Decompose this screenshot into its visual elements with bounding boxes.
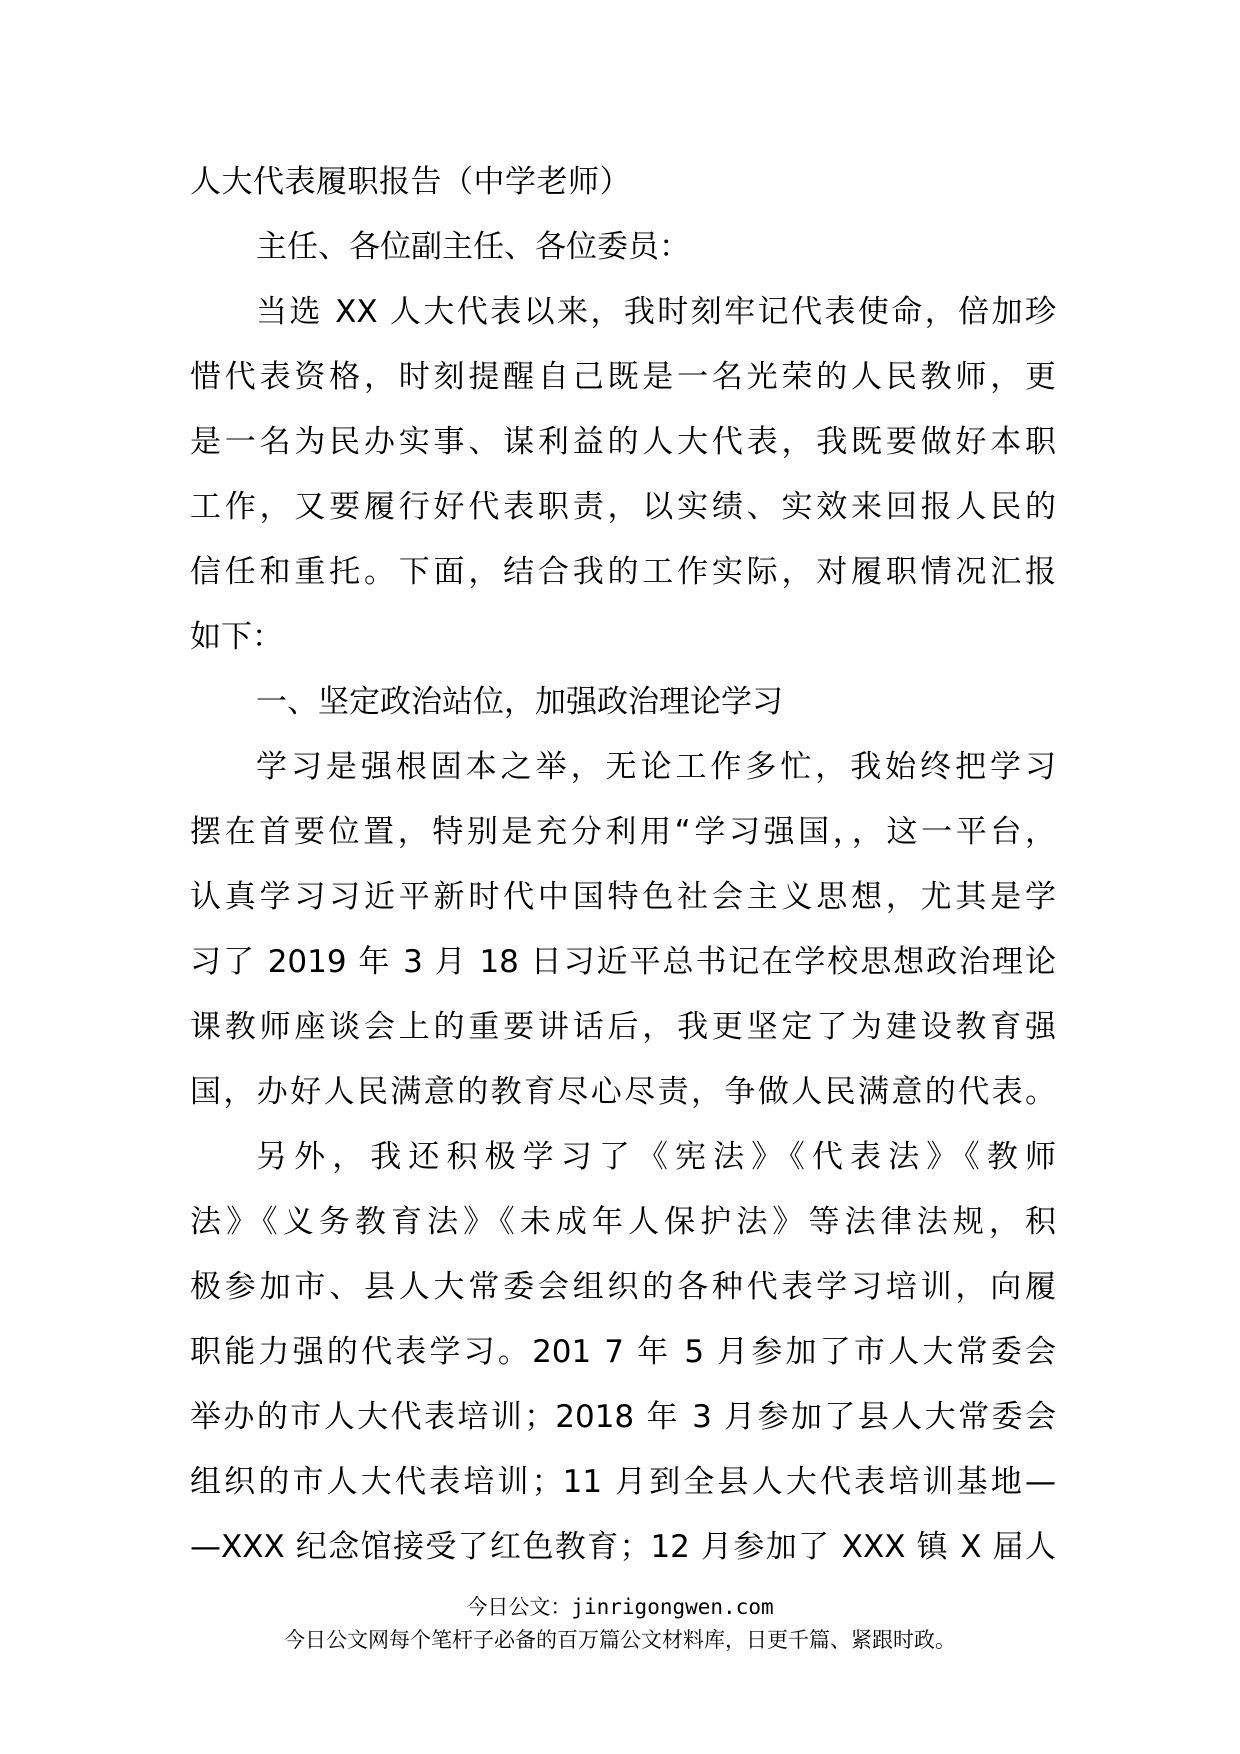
paragraph-line: 学习是强根固本之举，无论工作多忙，我始终把学习 bbox=[256, 749, 1056, 785]
footer-slogan: 今日公文网每个笔杆子必备的百万篇公文材料库，日更千篇、紧跟时政。 bbox=[284, 1628, 956, 1652]
paragraph-line: 是一名为民办实事、谋利益的人大代表，我既要做好本职 bbox=[190, 424, 1056, 460]
footer-site-label: 今日公文： bbox=[466, 1595, 572, 1619]
footer-site-line bbox=[0, 1591, 1240, 1621]
paragraph-line: 摆在首要位置，特别是充分利用“学习强国，，这一平台， bbox=[190, 814, 1056, 850]
footer-site-link[interactable]: jinrigongwen.com bbox=[571, 1595, 774, 1619]
paragraph-line: 法》《义务教育法》《未成年人保护法》等法律法规，积 bbox=[190, 1204, 1056, 1240]
document-title: 人大代表履职报告（中学老师） bbox=[190, 164, 631, 200]
paragraph-line: 职能力强的代表学习。201 7 年 5 月参加了市人大常委会 bbox=[190, 1334, 1056, 1370]
paragraph-line: 举办的市人大代表培训；2018 年 3 月参加了县人大常委会 bbox=[190, 1399, 1056, 1435]
document-body bbox=[190, 150, 1056, 1580]
section-heading: 一、坚定政治站位，加强政治理论学习 bbox=[256, 684, 783, 720]
paragraph-line: 另外，我还积极学习了《宪法》《代表法》《教师 bbox=[256, 1139, 1056, 1175]
paragraph-line: 极参加市、县人大常委会组织的各种代表学习培训，向履 bbox=[190, 1269, 1056, 1305]
paragraph-line: 信任和重托。下面，结合我的工作实际，对履职情况汇报 bbox=[190, 554, 1056, 590]
paragraph-line: 国，办好人民满意的教育尽心尽责，争做人民满意的代表。 bbox=[190, 1074, 1056, 1110]
paragraph-line: 习了 2019 年 3 月 18 日习近平总书记在学校思想政治理论 bbox=[190, 944, 1056, 980]
paragraph-line: —XXX 纪念馆接受了红色教育；12 月参加了 XXX 镇 X 届人 bbox=[190, 1529, 1056, 1565]
paragraph-line: 如下： bbox=[190, 619, 283, 655]
paragraph-line: 组织的市人大代表培训；11 月到全县人大代表培训基地— bbox=[190, 1464, 1056, 1500]
paragraph-line: 课教师座谈会上的重要讲话后，我更坚定了为建设教育强 bbox=[190, 1009, 1056, 1045]
paragraph-line: 惜代表资格，时刻提醒自己既是一名光荣的人民教师，更 bbox=[190, 359, 1056, 395]
salutation: 主任、各位副主任、各位委员： bbox=[256, 229, 690, 265]
paragraph-line: 认真学习习近平新时代中国特色社会主义思想，尤其是学 bbox=[190, 879, 1056, 915]
paragraph-line: 当选 XX 人大代表以来，我时刻牢记代表使命，倍加珍 bbox=[256, 294, 1056, 330]
paragraph-line: 工作，又要履行好代表职责，以实绩、实效来回报人民的 bbox=[190, 489, 1056, 525]
